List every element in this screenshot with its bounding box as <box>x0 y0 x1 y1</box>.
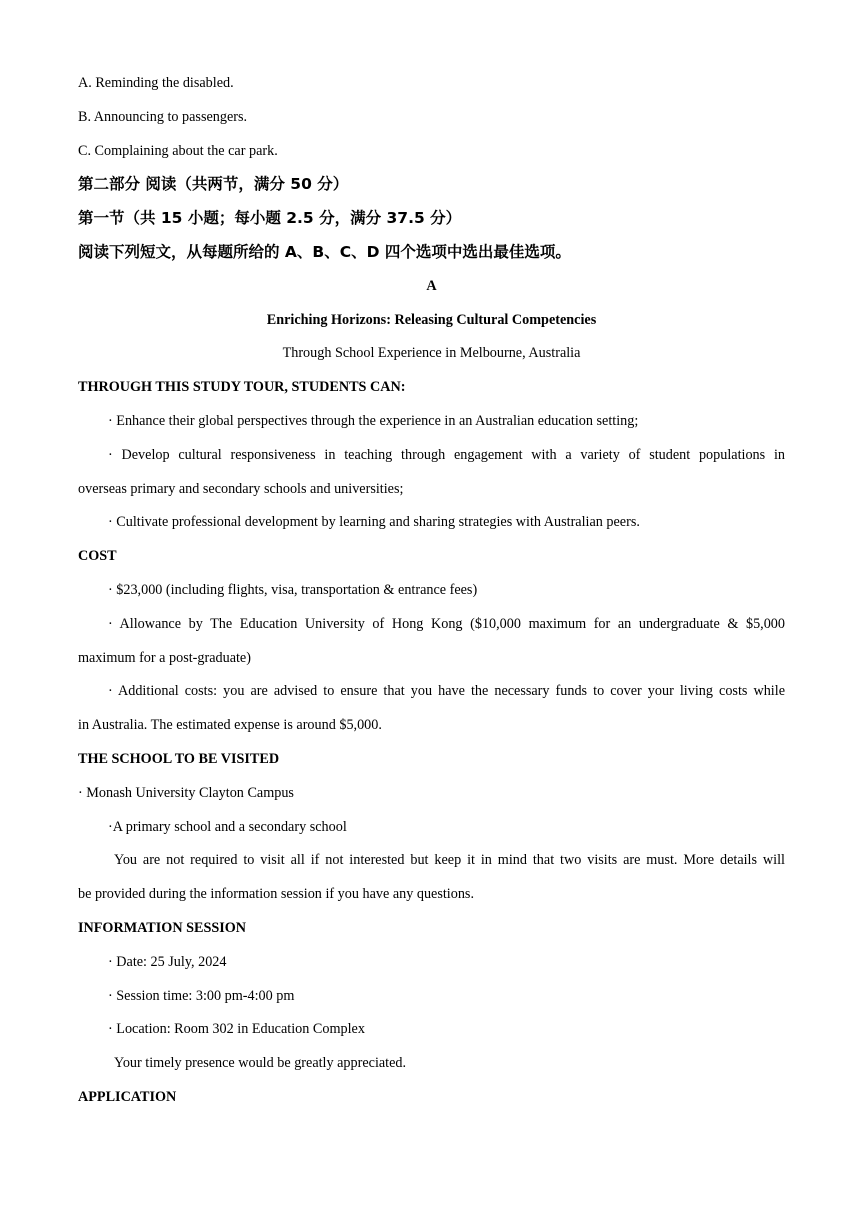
application-heading: APPLICATION <box>78 1089 177 1105</box>
study-tour-item: · Cultivate professional development by learning and sharing strategies with Australian peers. <box>108 514 640 530</box>
school-item: ·A primary school and a secondary school <box>108 819 347 835</box>
option-c: C. Complaining about the car park. <box>78 143 278 159</box>
cost-item: · $23,000 (including flights, visa, transportation & entrance fees) <box>108 582 478 598</box>
option-a: A. Reminding the disabled. <box>78 75 234 91</box>
section-one-heading: 第一节（共 15 小题；每小题 2.5 分，满分 37.5 分） <box>78 209 462 227</box>
session-location: · Location: Room 302 in Education Complex <box>108 1021 365 1037</box>
instruction-text: 阅读下列短文，从每题所给的 A、B、C、D 四个选项中选出最佳选项。 <box>78 243 571 261</box>
part-two-heading: 第二部分 阅读（共两节，满分 50 分） <box>78 175 349 193</box>
passage-title: Enriching Horizons: Releasing Cultural Competencies <box>266 312 597 328</box>
study-tour-item-continued: overseas primary and secondary schools and universities; <box>78 481 404 497</box>
passage-subtitle: Through School Experience in Melbourne, Australia <box>282 345 581 361</box>
session-heading: INFORMATION SESSION <box>78 920 247 936</box>
study-tour-item: · Enhance their global perspectives through the experience in an Australian education setting; <box>108 413 639 429</box>
session-date: · Date: 25 July, 2024 <box>108 954 227 970</box>
school-note: You are not required to visit all if not interested but keep it in mind that two visits are must. More details will <box>114 852 785 868</box>
cost-item-continued: maximum for a post-graduate) <box>78 650 251 666</box>
passage-letter: A <box>426 278 437 294</box>
cost-heading: COST <box>78 548 117 564</box>
option-b: B. Announcing to passengers. <box>78 109 248 125</box>
session-time: · Session time: 3:00 pm-4:00 pm <box>108 988 295 1004</box>
cost-item: · Allowance by The Education University of Hong Kong ($10,000 maximum for an undergraduate & $5,000 <box>108 616 785 632</box>
school-note-continued: be provided during the information session if you have any questions. <box>78 886 474 902</box>
study-tour-item: · Develop cultural responsiveness in teaching through engagement with a variety of student populations in <box>108 447 785 463</box>
session-note: Your timely presence would be greatly appreciated. <box>114 1055 407 1071</box>
cost-item: · Additional costs: you are advised to ensure that you have the necessary funds to cover your living costs while <box>108 683 785 699</box>
study-tour-heading: THROUGH THIS STUDY TOUR, STUDENTS CAN: <box>78 379 406 395</box>
school-heading: THE SCHOOL TO BE VISITED <box>78 751 280 767</box>
school-item: · Monash University Clayton Campus <box>78 785 294 801</box>
cost-item-continued: in Australia. The estimated expense is around $5,000. <box>78 717 382 733</box>
